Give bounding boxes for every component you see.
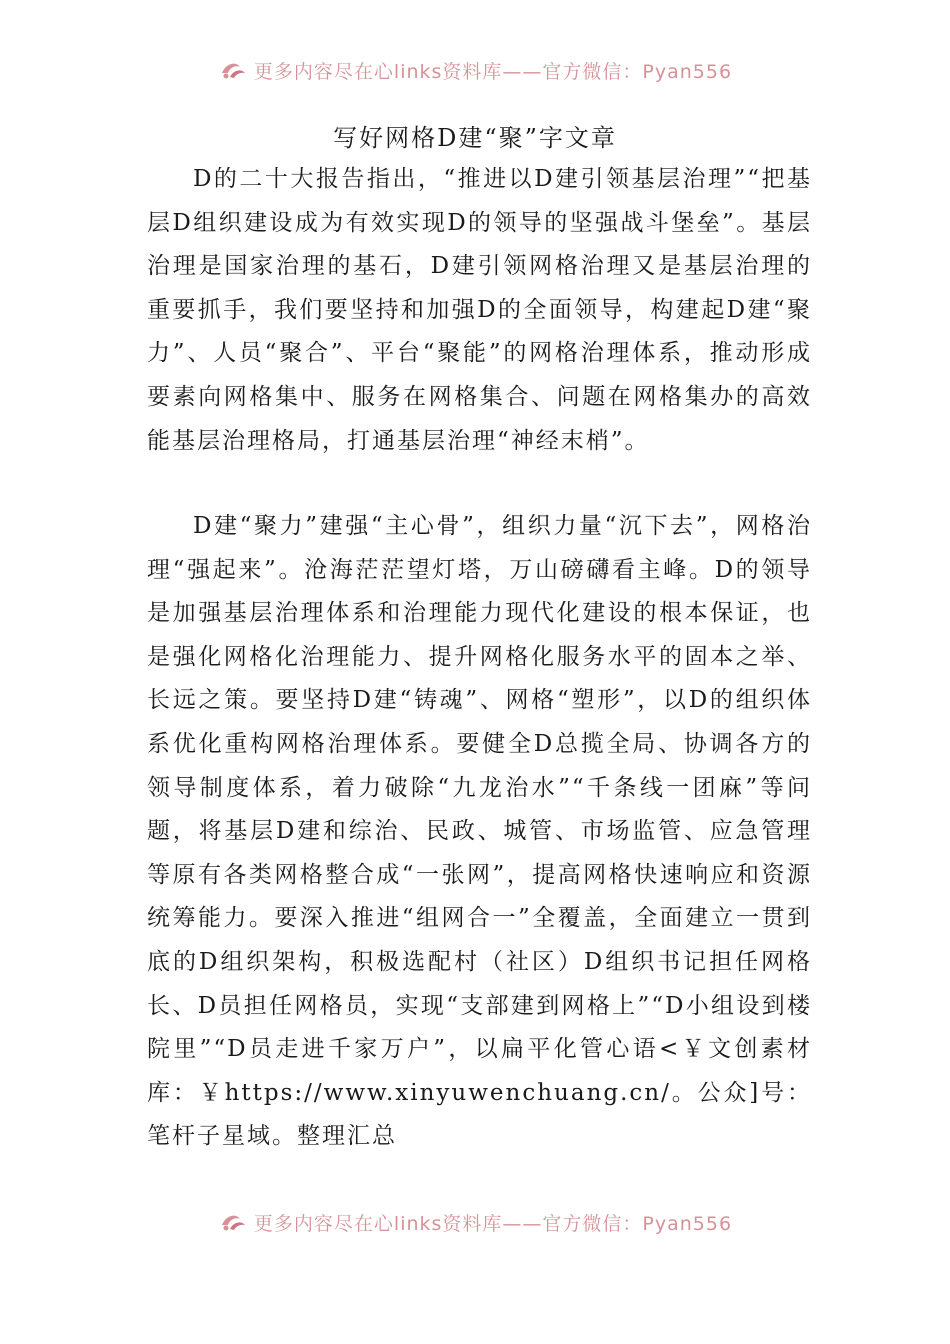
- watermark-text: 更多内容尽在心links资料库——官方微信：Pyan556: [253, 60, 733, 82]
- watermark-text: 更多内容尽在心links资料库——官方微信：Pyan556: [253, 1212, 733, 1234]
- footer-watermark: [0, 1210, 950, 1234]
- paragraph-body: D建“聚力”建强“主心骨”，组织力量“沉下去”，网格治理“强起来”。沧海茫茫望灯塔，万山磅礴看主峰。D的领导是加强基层治理体系和治理能力现代化建设的根本保证，也是强化网格化治理能力、提升网格化服务水平的固本之举、长远之策。要坚持D建“铸魂”、网格“塑形”，以D的组织体系优化重构网格治理体系。要健全D总揽全局、协调各方的领导制度体系，着力破除“九龙治水”“千条线一团麻”等问题，将基层D建和综治、民政、城管、市场监管、应急管理等原有各类网格整合成“一张网”，提高网格快速响应和资源统筹能力。要深入推进“组网合一”全覆盖，全面建立一贯到底的D组织架构，积极选配村（社区）D组织书记担任网格长、D员担任网格员，实现“支部建到网格上”“D小组设到楼院里”“D员走进千家万户”，以扁平化管心语<￥文创素材库：￥https://www.xinyuwenchuang.cn/。公众]号：笔杆子星域。整理汇总: [147, 513, 812, 1150]
- paragraph-intro: D的二十大报告指出，“推进以D建引领基层治理”“把基层D组织建设成为有效实现D的领导的坚强战斗堡垒”。基层治理是国家治理的基石，D建引领网格治理又是基层治理的重要抓手，我们要坚持和加强D的全面领导，构建起D建“聚力”、人员“聚合”、平台“聚能”的网格治理体系，推动形成要素向网格集中、服务在网格集合、问题在网格集办的高效能基层治理格局，打通基层治理“神经末梢”。: [147, 166, 812, 454]
- brand-logo-icon: [218, 1211, 248, 1233]
- document-title: 写好网格D建“聚”字文章: [333, 124, 617, 152]
- brand-logo-icon: [218, 59, 248, 81]
- header-watermark: [0, 58, 950, 82]
